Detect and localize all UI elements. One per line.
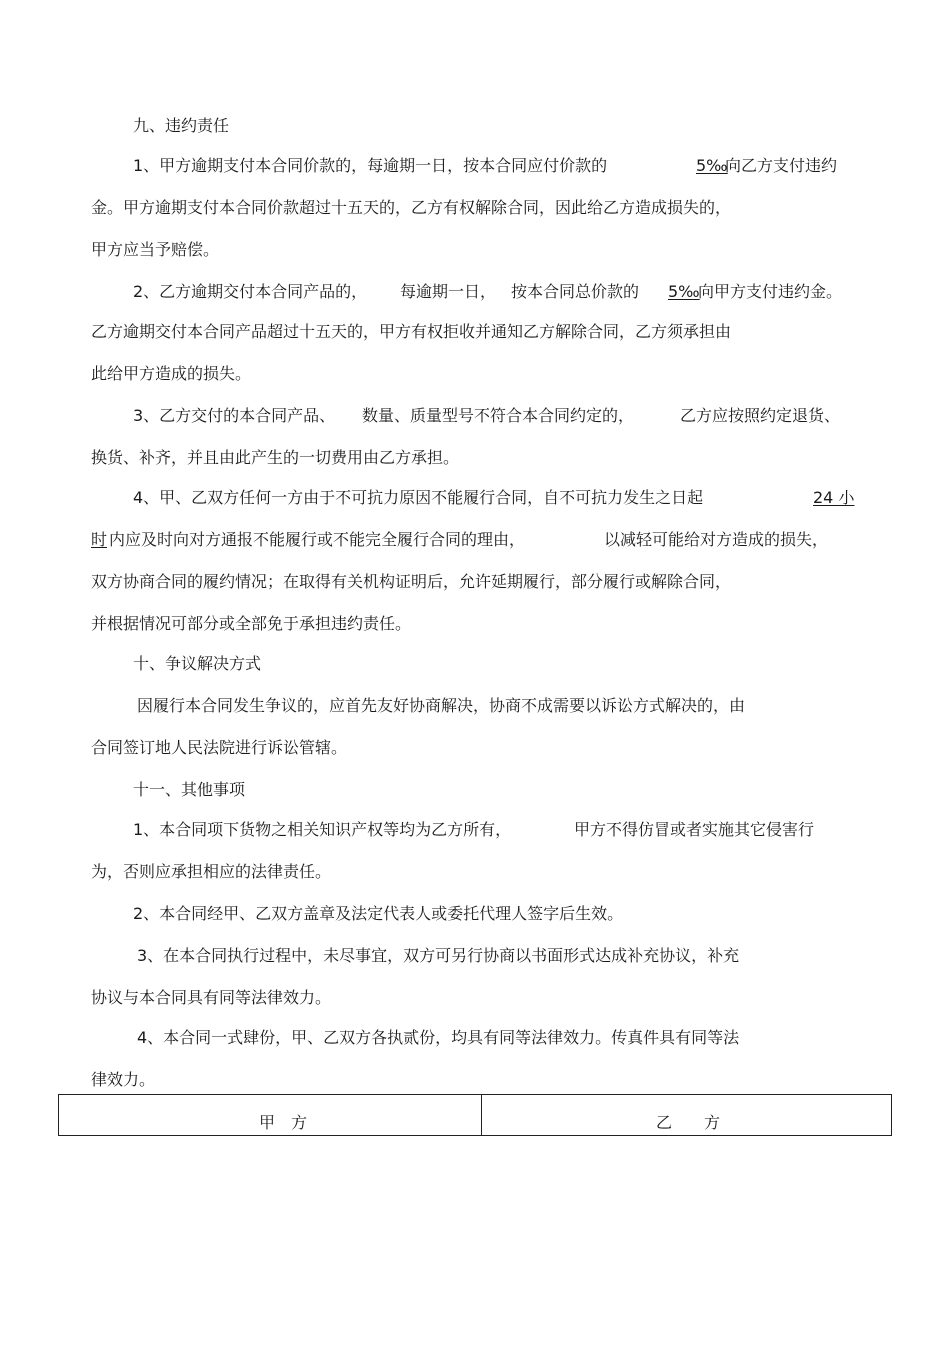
clause-11-1-text-b: 甲方不得仿冒或者实施其它侵害行	[574, 820, 815, 839]
clause-9-3-text-b: 数量、质量型号不符合本合同约定的，	[362, 406, 635, 425]
clause-11-4-line-1: 4、本合同一式肆份，甲、乙双方各执贰份，均具有同等法律效力。传真件具有同等法	[137, 1028, 740, 1047]
clause-9-4-line-3: 双方协商合同的履约情况；在取得有关机构证明后，允许延期履行，部分履行或解除合同，	[91, 572, 732, 591]
clause-9-2-text-e: 向甲方支付违约金。	[698, 282, 843, 301]
clause-9-4-text-b: 内应及时向对方通报不能履行或不能完全履行合同的理由，	[109, 530, 526, 549]
clause-9-4-text-c: 以减轻可能给对方造成的损失，	[604, 530, 829, 549]
party-b-cell	[482, 1095, 891, 1135]
clause-9-1-text-c: 向乙方支付违约	[725, 156, 838, 175]
clause-9-3-text-a: 3、乙方交付的本合同产品、	[133, 406, 336, 425]
clause-11-3-line-2: 协议与本合同具有同等法律效力。	[91, 988, 332, 1007]
clause-9-2-text-c: 按本合同总价款的	[511, 282, 640, 301]
clause-9-4-hours: 24 小	[813, 488, 855, 507]
clause-11-2-line-1: 2、本合同经甲、乙双方盖章及法定代表人或委托代理人签字后生效。	[133, 904, 624, 923]
signature-table	[58, 1094, 892, 1136]
clause-9-2-text-a: 2、乙方逾期交付本合同产品的，	[133, 282, 368, 301]
clause-11-1-text-a: 1、本合同项下货物之相关知识产权等均为乙方所有，	[133, 820, 512, 839]
clause-9-3-text-c: 乙方应按照约定退货、	[680, 406, 841, 425]
clause-9-1-line-2: 金。甲方逾期支付本合同价款超过十五天的，乙方有权解除合同，因此给乙方造成损失的，	[91, 198, 732, 217]
clause-9-3-line-2: 换货、补齐，并且由此产生的一切费用由乙方承担。	[91, 448, 460, 467]
clause-11-1-line-2: 为，否则应承担相应的法律责任。	[91, 862, 332, 881]
clause-9-1-text-a: 1、甲方逾期支付本合同价款的，每逾期一日，按本合同应付价款的	[133, 156, 608, 175]
clause-9-1-rate: 5‰	[696, 156, 728, 175]
party-a-cell	[59, 1095, 482, 1135]
clause-9-1-line-3: 甲方应当予赔偿。	[91, 240, 220, 259]
section-10-line-1: 因履行本合同发生争议的，应首先友好协商解决，协商不成需要以诉讼方式解决的，由	[137, 696, 746, 715]
section-10-line-2: 合同签订地人民法院进行诉讼管辖。	[91, 738, 348, 757]
clause-9-2-line-2: 乙方逾期交付本合同产品超过十五天的，甲方有权拒收并通知乙方解除合同，乙方须承担由	[91, 322, 732, 341]
clause-9-2-line-3: 此给甲方造成的损失。	[91, 364, 252, 383]
section-10-heading: 十、争议解决方式	[133, 654, 262, 673]
clause-9-2-rate: 5‰	[668, 282, 700, 301]
party-a-label: 甲 方	[259, 1113, 308, 1132]
clause-9-4-text-a: 4、甲、乙双方任何一方由于不可抗力原因不能履行合同，自不可抗力发生之日起	[133, 488, 704, 507]
clause-9-4-line-4: 并根据情况可部分或全部免于承担违约责任。	[91, 614, 412, 633]
section-11-heading: 十一、其他事项	[133, 780, 246, 799]
clause-11-4-line-2: 律效力。	[91, 1070, 156, 1089]
section-9-heading: 九、违约责任	[133, 116, 230, 135]
clause-9-2-text-b: 每逾期一日，	[400, 282, 497, 301]
clause-9-4-hours-suffix: 时	[91, 530, 108, 549]
clause-11-3-line-1: 3、在本合同执行过程中，未尽事宜，双方可另行协商以书面形式达成补充协议，补充	[137, 946, 740, 965]
clause-9-1-line-1	[133, 156, 607, 176]
party-b-label: 乙 方	[656, 1113, 721, 1132]
